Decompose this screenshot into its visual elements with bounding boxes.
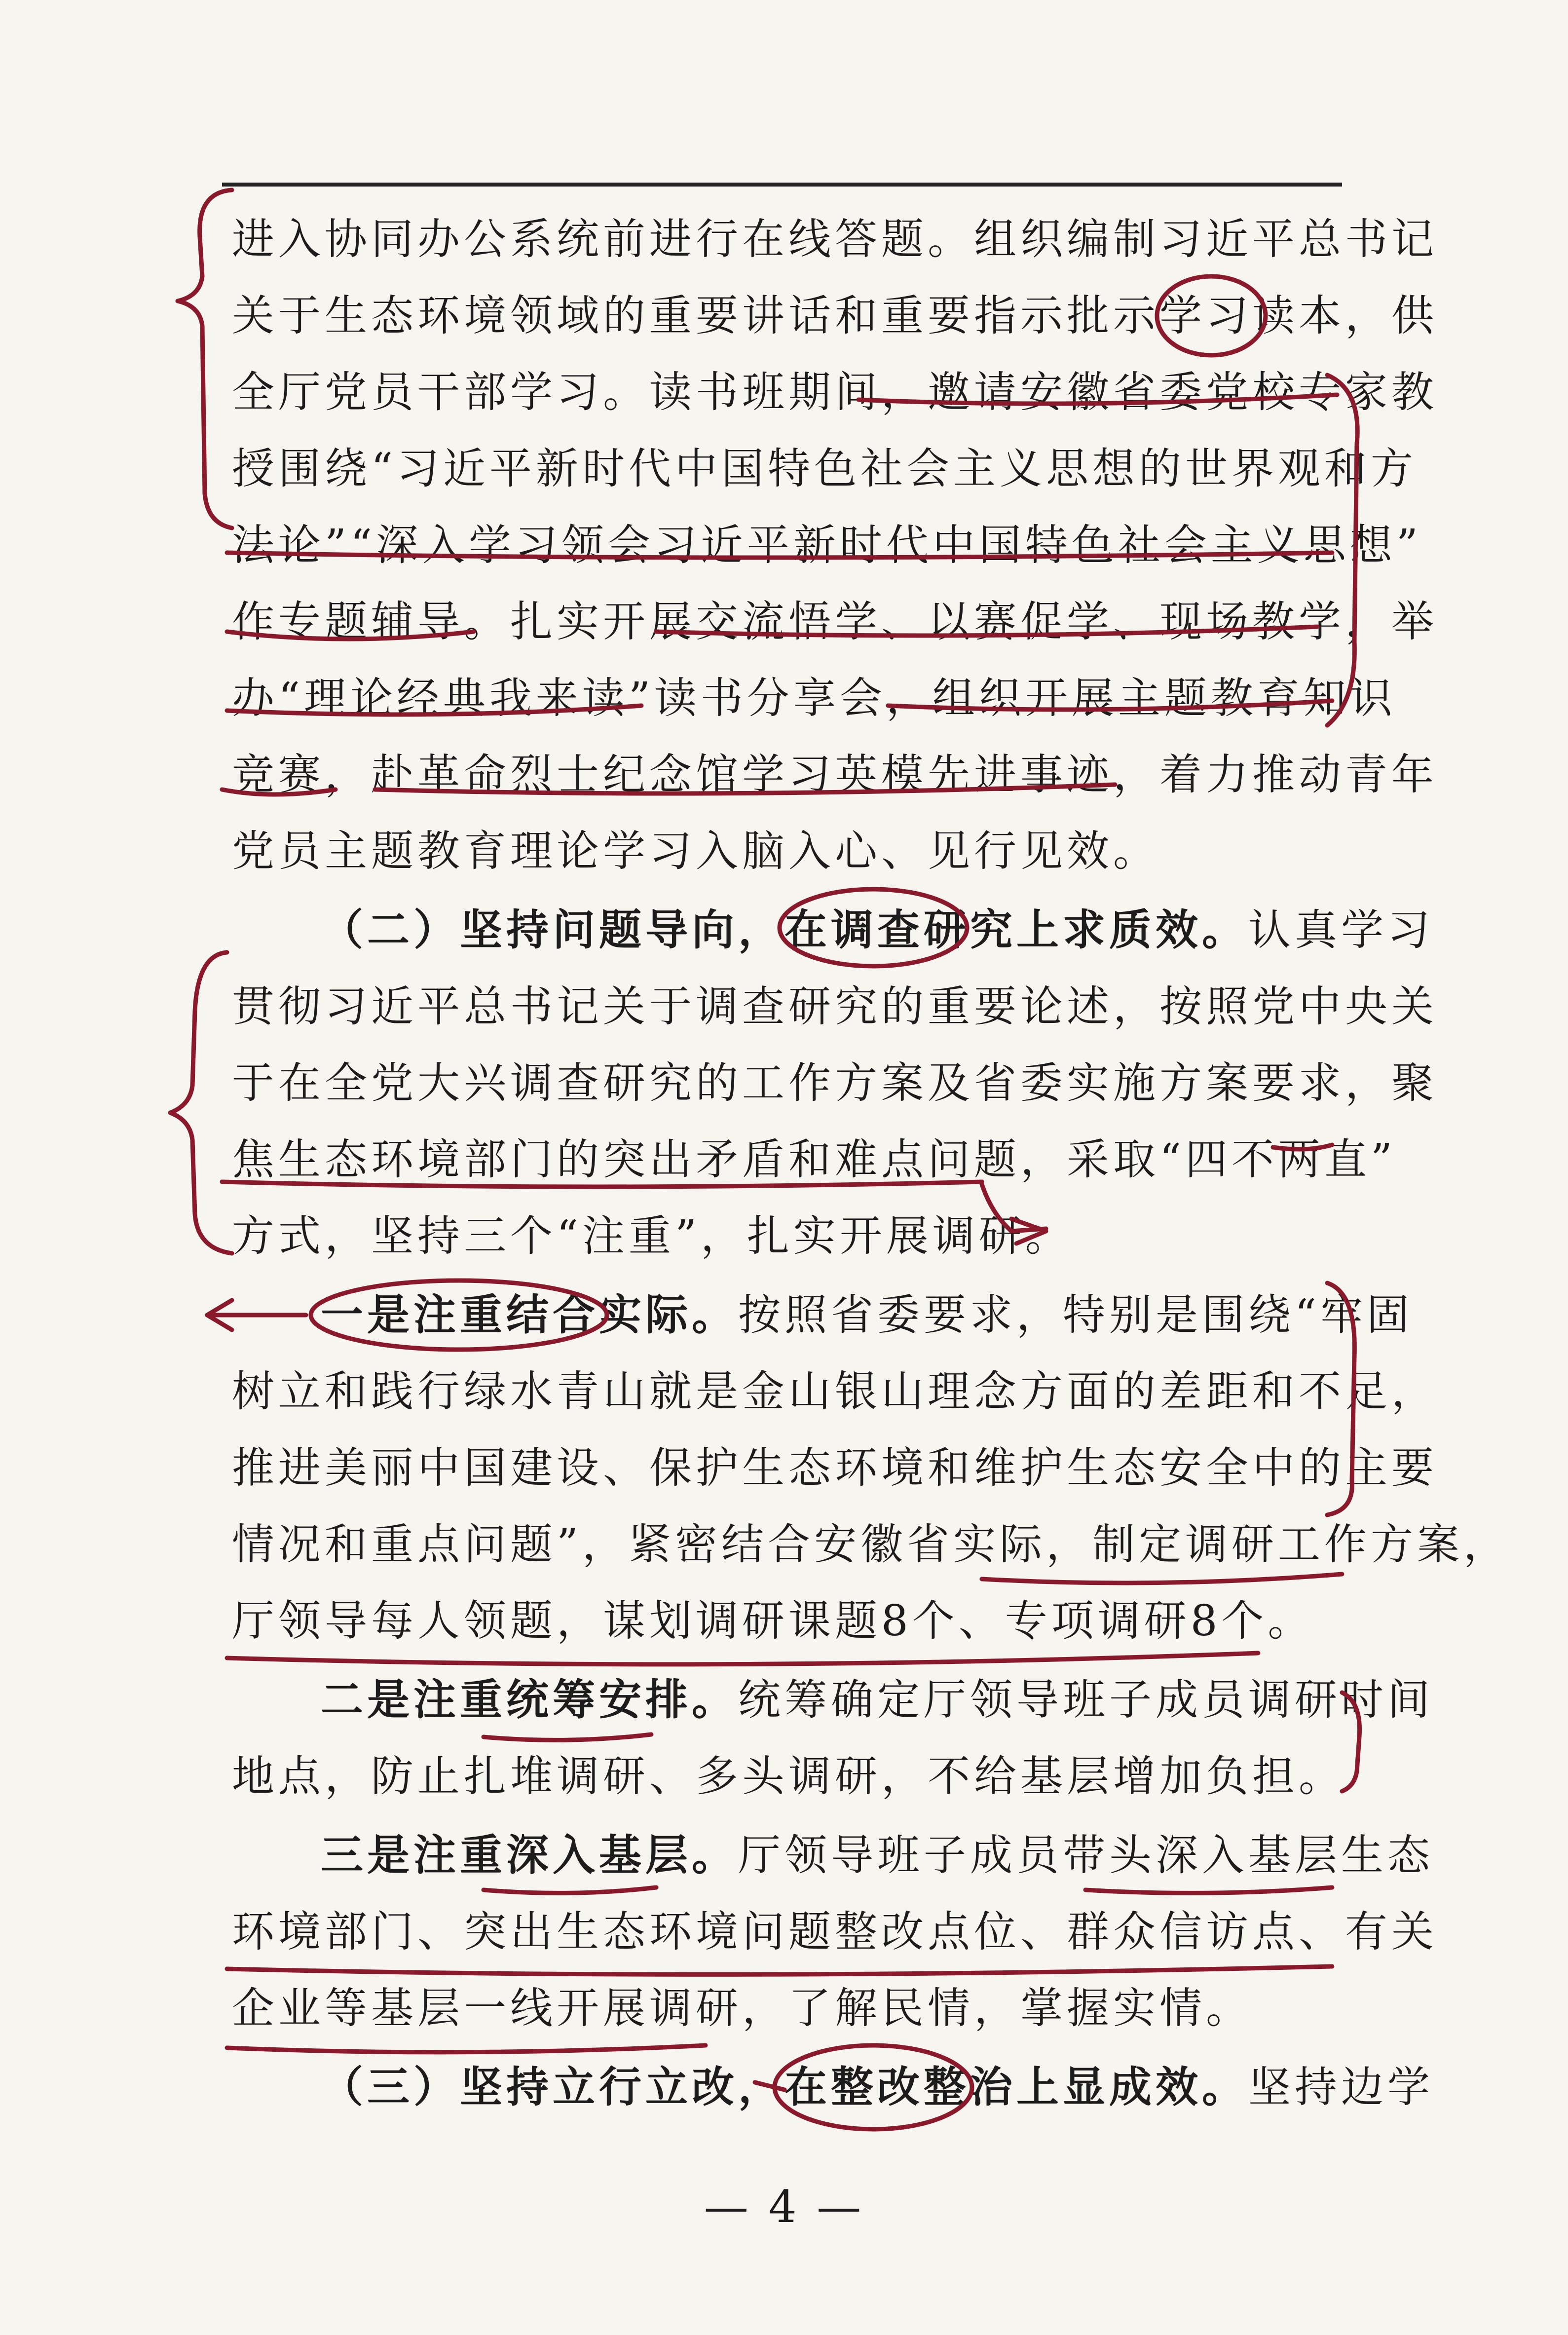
text-line: 进入协同办公系统前进行在线答题。组织编制习近平总书记 <box>232 215 1438 264</box>
text-line: 推进美丽中国建设、保护生态环境和维护生态安全中的主要 <box>232 1443 1438 1493</box>
point-1-lead: 一是注重结合实际。 <box>321 1290 738 1340</box>
section-heading-3-tail: 坚持边学 <box>1248 2063 1434 2112</box>
text-line: 企业等基层一线开展调研，了解民情，掌握实情。 <box>232 1984 1252 2033</box>
top-rule <box>222 183 1342 187</box>
section-heading-2-title: （二）坚持问题导向，在调查研究上求质效。 <box>321 905 1248 955</box>
text-line: 关于生态环境领域的重要讲话和重要指示批示学习读本，供 <box>232 291 1438 340</box>
text-line: 授围绕“习近平新时代中国特色社会主义思想的世界观和方 <box>232 444 1417 493</box>
text-line: 环境部门、突出生态环境问题整改点位、群众信访点、有关 <box>232 1907 1438 1957</box>
section-heading-2 <box>232 893 1434 967</box>
section-heading-3-title: （三）坚持立行立改，在整改整治上显成效。 <box>321 2062 1248 2112</box>
text-line: 贯彻习近平总书记关于调查研究的重要论述，按照党中央关 <box>232 982 1438 1031</box>
text-line: 办“理论经典我来读”读书分享会，组织开展主题教育知识 <box>232 674 1396 723</box>
text-line: 树立和践行绿水青山就是金山银山理念方面的差距和不足， <box>232 1367 1438 1416</box>
point-1-tail: 按照省委要求，特别是围绕“牢固 <box>738 1290 1413 1340</box>
page-number: — 4 — <box>704 2181 864 2233</box>
section-heading-2-tail: 认真学习 <box>1248 905 1434 955</box>
text-line: 党员主题教育理论学习入脑入心、见行见效。 <box>232 827 1159 876</box>
point-3 <box>232 1818 1434 1892</box>
text-line: 竞赛，赴革命烈士纪念馆学习英模先进事迹，着力推动青年 <box>232 750 1438 799</box>
text-line: 地点，防止扎堆调研、多头调研，不给基层增加负担。 <box>232 1752 1345 1801</box>
text-line: 焦生态环境部门的突出矛盾和难点问题，采取“四不两直” <box>232 1135 1396 1184</box>
text-line: 全厅党员干部学习。读书班期间，邀请安徽省委党校专家教 <box>232 368 1438 417</box>
text-line: 作专题辅导。扎实开展交流悟学、以赛促学、现场教学，举 <box>232 597 1438 646</box>
point-2-lead: 二是注重统筹安排。 <box>321 1675 738 1725</box>
text-line: 于在全党大兴调查研究的工作方案及省委实施方案要求，聚 <box>232 1058 1438 1108</box>
section-heading-3 <box>232 2050 1434 2124</box>
text-line: 法论”“深入学习领会习近平新时代中国特色社会主义思想” <box>232 521 1422 570</box>
point-2-tail: 统筹确定厅领导班子成员调研时间 <box>738 1675 1434 1725</box>
text-line: 情况和重点问题”，紧密结合安徽省实际，制定调研工作方案， <box>232 1520 1510 1569</box>
point-3-tail: 厅领导班子成员带头深入基层生态 <box>738 1831 1434 1880</box>
point-2 <box>232 1663 1434 1737</box>
text-line: 厅领导每人领题，谋划调研课题8个、专项调研8个。 <box>232 1596 1314 1646</box>
point-3-lead: 三是注重深入基层。 <box>321 1830 738 1880</box>
point-1 <box>232 1278 1413 1352</box>
text-line: 方式，坚持三个“注重”，扎实开展调研。 <box>232 1211 1072 1261</box>
